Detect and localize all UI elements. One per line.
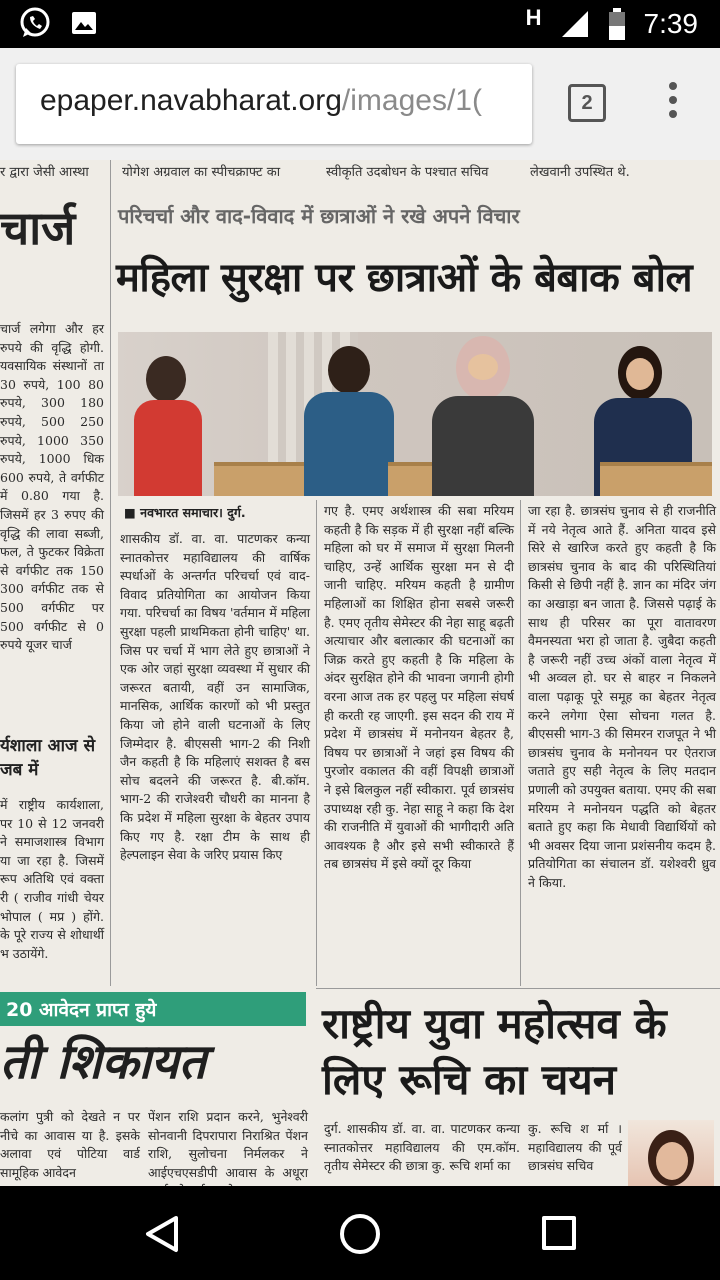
gallery-icon [70, 9, 98, 37]
overflow-menu-button[interactable] [660, 82, 686, 126]
recent-apps-icon[interactable] [542, 1216, 576, 1250]
clock: 7:39 [643, 8, 698, 39]
left-story-text: चार्ज लगेगा और हर रुपये की वृद्धि होगी. यवसायिक संस्थानों ता 30 रुपये, 100 80 रुपये, 300 180 रुपये, 500 250 रुपये, 1000 350 रुपये, 1000 धिक 600 रुपये, ते वर्गफीट में 0.80 गया है. जिसमें हर 3 रुपए की वृद्धि की लावा सब्जी, फल, ते फुटकर विक्रेता से वर्गफीट तक 150 300 वर्गफीट तक से 500 वर्गफीट पर 500 वर्गफीट से 0 रुपये यूजर चार्ज [0, 321, 104, 653]
left-story2-text: में राष्ट्रीय कार्यशाला, पर 10 से 12 जनवरी ने समाजशास्त्र विभाग या जा रहा है. जिसमें रूप अतिथि एवं वक्ता री ( राजीव गांधी चेयर भोपाल ( मप्र ) होंगे. के पूरे राज्य से शोधार्थी भ उठायेंगे. [0, 797, 104, 961]
story-col-2: गए है. एमए अर्थशास्त्र की सबा मरियम कहती है कि सड़क में ही सुरक्षा नहीं बल्कि महिला को घर में समाज में सुरक्षा मिलनी चाहिए, उन्हें आर्थिक सुरक्षा मन से दी जानी चाहिए. मरियम कहती है ग्रामीण महिलाओं का शिक्षित होना सबसे जरूरी है. एमए तृतीय सेमेस्टर की नेहा साहू बढ़ती अत्याचार और बलात्कार की घटनाओं का जिक्र करते हुए कहती है कि महिला के अंदर सुरक्षित होने की भावना जगानी होगी वरना आज तक हर पहलु पर महिला संघर्ष ही करती रह जाएगी. इस सदन की राय में प्रदेश में छात्रसंघ में मनोनयन बेहतर है, विषय पर छात्राओं ने जहां इस विषय की पुरजोर वकालत की वहीं विपक्षी छात्राओं ने इसे बिलकुल नहीं स्वीकारा. पूर्व छात्रसंघ उपाध्यक्ष रही कु. नेहा साहू ने कहा कि देश की राजनीति में युवाओं की भागीदारी अति आवश्यक है और इसे सभी स्वीकारते हैं तब छात्रसंघ में इसे क्यों दूर किया [324, 503, 514, 872]
bottom-right-text: दुर्ग. शासकीय डॉ. वा. वा. पाटणकर कन्या स्नातकोत्तर महाविद्यालय की एम.कॉम. तृतीय सेमेस्टर की छात्रा कु. रूचि शर्मा का [324, 1121, 520, 1174]
story-headline: महिला सुरक्षा पर छात्राओं के बेबाक बोल [116, 255, 693, 301]
android-nav-bar [0, 1186, 720, 1280]
bottom-right-headline: राष्ट्रीय युवा महोत्सव के लिए रूचि का चयन [322, 999, 667, 1104]
bottom-left-text-1: कलांग पुत्री को देखते न पर नीचे का आवास या है. इसके अलावा एवं पोटिया वार्ड सामूहिक आवेदन [0, 1109, 140, 1180]
status-bar [0, 0, 720, 48]
photo-podium-3 [600, 462, 712, 496]
battery-icon [608, 8, 626, 40]
browser-toolbar [0, 48, 720, 160]
top-strip-left: र द्वारा जेसी आस्था [0, 165, 89, 180]
bottom-left-headline: ती शिकायत [0, 1034, 207, 1090]
story-byline: ■ नवभारत समाचार। दुर्ग. [124, 505, 246, 520]
left-story-subhead: र्यशाला आज से जब में [0, 736, 96, 780]
bottom-right-photo [628, 1120, 714, 1186]
network-type-label: H [525, 5, 542, 30]
top-strip-mid1: योगेश अग्रवाल का स्पीचक्राफ्ट का [122, 165, 281, 180]
url-bar[interactable] [16, 64, 532, 144]
photo-person-2 [298, 346, 398, 496]
column-rule [520, 500, 521, 986]
left-story-headline: चार्ज [0, 201, 76, 255]
photo-person-1 [128, 356, 208, 496]
bottom-right-text-2: कु. रूचि श र्मा । महाविद्यालय की पूर्व छात्रसंघ सचिव [528, 1121, 622, 1174]
top-strip-right: लेखवानी उपस्थित थे. [530, 165, 630, 180]
home-icon[interactable] [340, 1214, 380, 1254]
bottom-left-text-2: पेंशन राशि प्रदान करने, भुनेश्वरी सोनवानी दिपरापारा निराश्रित पेंशन राशि, सुलोचना निर्मलकर ने आईएचएसडीपी आवास के अधूरा [148, 1109, 308, 1180]
url-path: /images/1( [341, 84, 482, 117]
story-col-1: शासकीय डॉ. वा. वा. पाटणकर कन्या स्नातकोत्तर महाविद्यालय की वार्षिक स्पर्धाओं के अन्तर्गत परिचर्चा एवं वाद-विवाद प्रतियोगिता का आयोजन किया गया. परिचर्चा का विषय 'वर्तमान में महिला सुरक्षा पहली प्राथमिकता होनी चाहिए' था. जिस पर चर्चा में भाग लेते हुए छात्राओं ने एक ओर जहां सुरक्षा व्यवस्था में सुधार की जरूरत बतायी, वहीं उन सामाजिक, मानसिक, आर्थिक कारणों को भी प्रस्तुत किया जो होने वाली घटनाओं के लिए जिम्मेदार है. बीएससी भाग-2 की निशी जैन कहती है कि महिलाएं सशक्त है बस सोच बदलने की जरूरत है. बी.कॉम. भाग-2 की राजेश्वरी चौधरी का मानना है कि प्रदेश में महिला सुरक्षा के बेहतर उपाय किए गए है. रक्षा टीम के साथ ही हेल्पलाइन सेवा के जरिए प्रयास किए [120, 531, 310, 863]
top-strip-mid2: स्वीकृति उदबोधन के पश्चात सचिव [326, 165, 489, 180]
epaper-page [0, 160, 720, 1186]
story-photo [118, 332, 712, 496]
signal-icon [560, 9, 590, 39]
story-kicker: परिचर्चा और वाद-विवाद में छात्राओं ने रखे अपने विचार [118, 204, 520, 228]
whatsapp-icon [18, 6, 52, 40]
photo-person-3 [428, 336, 538, 496]
tab-switcher-button[interactable]: 2 [568, 84, 606, 122]
back-icon[interactable] [142, 1214, 182, 1254]
url-host: epaper.navabharat.org [40, 84, 342, 117]
url-text[interactable] [40, 84, 482, 118]
section-banner: 20 आवेदन प्राप्त हुये [0, 992, 306, 1026]
column-rule [316, 500, 317, 986]
story-col-3: जा रहा है. छात्रसंघ चुनाव से ही राजनीति में नये नेतृत्व आते हैं. अनिता यादव इसे सिरे से खारिज करते हुए कहती है कि छात्रसंघ चुनाव के बाद की परिस्थितियां किसी से छिपी नहीं है. ज्ञान का मंदिर जंग का अखाड़ा बन जाता है. जिससे पढ़ाई के साथ ही परिसर का पूरा वातावरण वैमनस्यता भरा हो जाता है. जुबैदा कहती है जरूरी नहीं उच्च अंकों वाला नेतृत्व में भी अव्वल हो. घर से बाहर न निकलने वाला पढ़ाकू पूरे समूह का बेहतर नेतृत्व करने लगेगा ऐसा सोचना गलत है. बीएससी भाग-3 की सिमरन राजपूत ने भी छात्रसंघ चुनाव के मनोनयन पर ऐतराज जताते हुए सही नेतृत्व के लिए मतदान प्रणाली को उपयुक्त बताया. एमए की सबा मरियम ने मनोनयन पद्धति को बेहतर बताते हुए कहा कि मेधावी विद्यार्थियों को भी अवसर दिया जाना प्रशंसनीय कदम है. प्रतियोगिता का संचालन डॉ. यशेश्वरी ध्रुव ने किया. [528, 503, 716, 890]
section-divider [316, 988, 720, 989]
column-rule [110, 160, 111, 986]
